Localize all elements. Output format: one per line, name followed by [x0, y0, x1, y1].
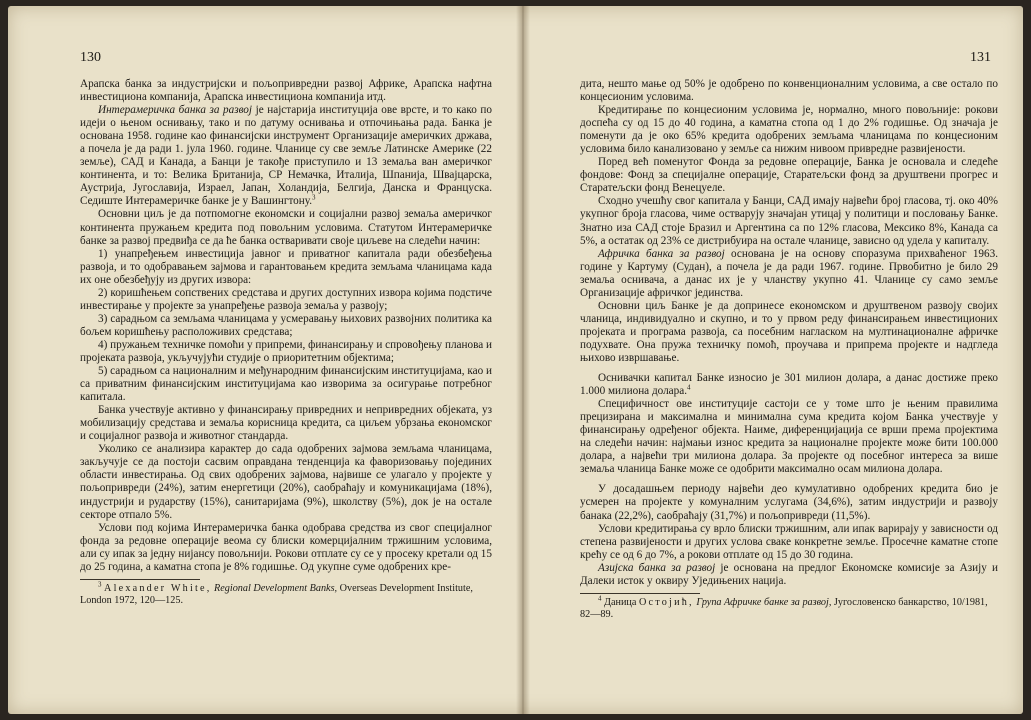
- paragraph: Арапска банка за индустријски и пољопривредни развој Африке, Арапска нафтна инвестициона компанија, Арапска инвестициона компанија итд.: [80, 78, 492, 104]
- paragraph: Поред већ поменутог Фонда за редовне операције, Банка је основала и следеће фондове: Фонд за специјалне операције, Старатељски фонд за друштвени прогрес и Старатељски фонд Венецуеле.: [580, 156, 998, 195]
- paragraph: Уколико се анализира карактер до сада одобрених зајмова земљама чланицама, закључује се да постоји сасвим оправдана тенденција ка фаворизовању појединих области инвестирања. Од свих одобрених зајмова, највише се улагало у пројекте у пољопривреди (24%), затим енергетици (20%), саобраћају и комуникацијама (18%), индустрији и рударству (15%), санитаријама (9%), школству (5%), док је на остале секторе отпало 5%.: [80, 443, 492, 521]
- book-spread: [8, 6, 1023, 714]
- page-number: 131: [970, 50, 991, 65]
- page-number: 130: [80, 50, 101, 65]
- list-item: 4) пружањем техничке помоћи у припреми, финансирању и спровођењу планова и пројеката развоја, укључујући студије о приоритетним објектима;: [80, 338, 492, 364]
- list-item: 2) коришћењем сопствених средстава и других доступних извора којима подстиче инвестирање у пројекте за унапређење развоја земаља у развоју;: [80, 286, 492, 312]
- footnote-ref: 4: [687, 383, 691, 392]
- bank-name: Афричка банка за развој: [598, 247, 725, 260]
- paragraph: дита, нешто мање од 50% је одобрено по конвенционалним условима, а све остало по концесионим условима.: [580, 78, 998, 104]
- right-page: [530, 6, 1023, 714]
- footnote: $^3$ Alexander White, Regional Development Banks, Overseas Development Institute, London 1972, 120—125.: [80, 580, 473, 606]
- paragraph: Основни циљ је да потпомогне економски и социјални развој земаља америчког континента пружањем кредита под повољним условима. Статутом Интерамеричке банке за развој предвиђа се да ће банка остваривати своје циљеве на следећи начин:: [80, 208, 492, 247]
- paragraph: Сходно учешћу свог капитала у Банци, САД имају највећи број гласова, тј. око 40% укупног броја гласова, чиме остварују значајан утицај у политици и пословању Банке. Знатно иза САД стоје Бразил и Аргентина са по 12% гласова, Мексико 8%, Канада са 5%, а остатак од 23% се дистрибуира на остале чланице, зависно од удела у капиталу.: [580, 195, 998, 247]
- paragraph: Специфичност ове институције састоји се у томе што је њеним правилима прецизирана и максимална и минимална сума кредита којом Банка учествује у финансирању одређеног објекта. Наиме, диференцијација се врши према пројектима на следећи начин: најмањи износ кредита за националне пројекте може бити 100.000 долара, а највећи три милиона долара. За пројекте од посебног интереса за више земаља чланица Банке може се одобрити максимално осам милиона долара.: [580, 398, 998, 476]
- paragraph: Основни циљ Банке је да допринесе економском и друштвеном развоју својих чланица, индивидуално и скупно, и то у првом реду финансирањем инвестиционих пројеката и програма развоја, са посебним нагласком на мултинационалне афричке подухвате. Она пружа техничку помоћ, проучава и припрема пројекте и надгледа њихово извршавање.: [580, 299, 998, 364]
- footnote-ref: 3: [312, 193, 316, 202]
- paragraph: Услови под којима Интерамеричка банка одобрава средства из свог специјалног фонда за редовне операције веома су блиски комерцијалним тржишним условима, али су ипак за једну нијансу повољнији. Рокови отплате су се у просеку кретали од 15 до 25 година, а каматна стопа је 8% годишње. Од укупне суме одобрених кре-: [80, 521, 492, 573]
- paragraph: Банка учествује активно у финансирању привредних и непривредних објеката, уз мобилизацију средстава и земаља корисница кредита, са циљем убрзања економског и социјалног развоја и животног стандарда.: [80, 404, 492, 443]
- page-body: [80, 78, 492, 607]
- paragraph: Азијска банка за развој је основана на предлог Економске комисије за Азију и Далеки исток у оквиру Уједињених нација.: [580, 561, 998, 587]
- paragraph: Услови кредитирања су врло блиски тржишним, али ипак варирају у зависности од степена развијености и других услова сваке конкретне земље. Просечне каматне стопе крећу се од 6 до 7%, а рокови отплате од 15 до 30 година.: [580, 522, 998, 561]
- footnote: $^4$ Даница Остојић, Група Афричке банке за развој, Југословенско банкарство, 10/1981, 82—89.: [580, 594, 988, 620]
- paragraph: Интерамеричка банка за развој је најстарија институција ове врсте, и то како по идеји о њеном оснивању, тако и по датуму оснивања и отпочињања рада. Банка је основана 1958. године као финансијски инструмент Организације америчких држава, а почела је да ради 1. јула 1960. године. Чланице су све земље Латинске Америке (22 земље), САД и Канада, а Банци је такође приступило и 13 земаља ван америчког континента, и то: Велика Британија, СР Немачка, Италија, Шпанија, Швајцарска, Аустрија, Југославија, Израел, Јапан, Холандија, Белгија, Данска и Француска. Седиште Интерамеричке банке је у Вашингтону.$^3$: [80, 104, 493, 208]
- list-item: 1) унапређењем инвестиција јавног и приватног капитала ради обезбеђења развоја, и то одобравањем зајмова и гарантовањем кредита земљама чланицама када их оне обезбеђују из других извора:: [80, 247, 492, 286]
- list-item: 3) сарадњом са земљама чланицама у усмеравању њихових развојних политика ка бољем коришћењу расположивих средстава;: [80, 312, 492, 338]
- paragraph: Оснивачки капитал Банке износио је 301 милион долара, а данас достиже преко 1.000 милиона долара.$^4$: [580, 372, 998, 398]
- bank-name: Азијска банка за развој: [598, 561, 716, 574]
- left-page: [8, 6, 516, 714]
- bank-name: Интерамеричка банка за развој: [98, 104, 253, 117]
- page-body: [580, 78, 998, 621]
- paragraph: Афричка банка за развој основана је на основу споразума прихваћеног 1963. године у Картуму (Судан), а почела је да ради 1967. године. Првобитно је било 29 земаља оснивача, а данас их је у чланству укупно 41. Чланице су само земље Организације афричког јединства.: [580, 247, 999, 299]
- list-item: 5) сарадњом са националним и међународним финансијским институцијама, као и са приватним финансијским институцијама као изворима за осигурање потребног капитала.: [80, 365, 492, 404]
- paragraph: Кредитирање по концесионим условима је, нормално, много повољније: рокови доспећа су од 15 до 40 година, а каматна стопа од 1 до 2% годишње. Од значаја је поменути да је око 65% кредита одобрених земљама чланицама по концесионим условима било канализовано у земље са нижим нивоом привредне развијености.: [580, 104, 998, 156]
- book-gutter: [516, 6, 530, 714]
- paragraph: У досадашњем периоду највећи део кумулативно одобрених кредита био је усмерен на пројекте у комуналним услугама (34,6%), затим индустрији и развоју банака (22,2%), саобраћају (31,7%) и пољопривреди (11,5%).: [580, 483, 998, 522]
